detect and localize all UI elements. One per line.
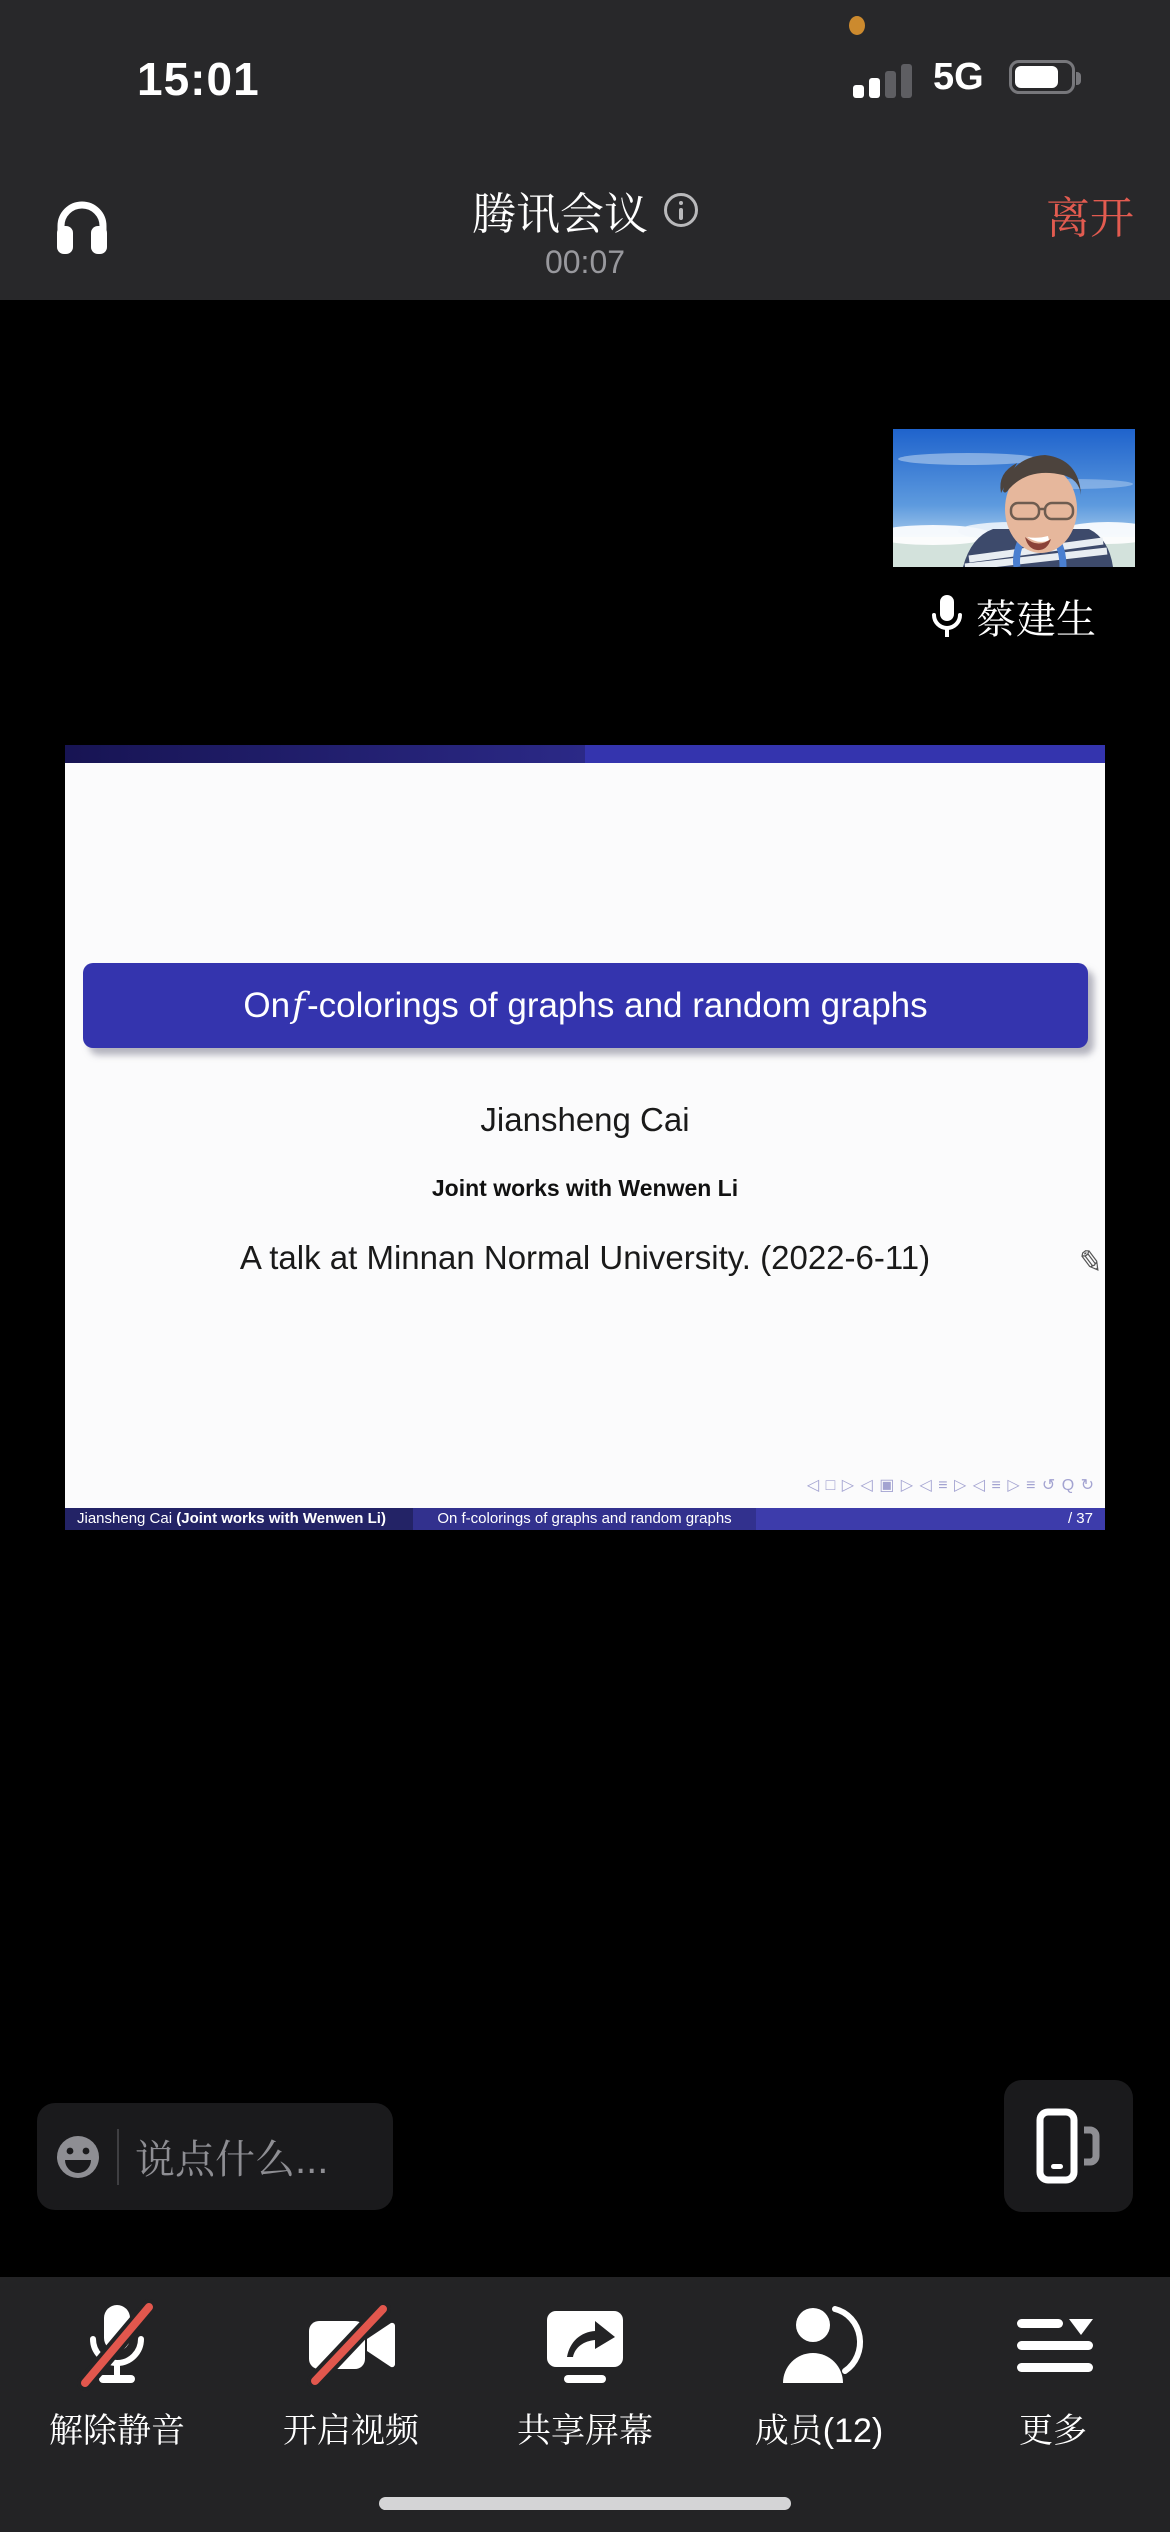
rotate-phone-icon <box>1036 2108 1102 2184</box>
more-button[interactable]: 更多 <box>936 2277 1170 2532</box>
beamer-nav-symbols: ◁ □ ▷ ◁ ▣ ▷ ◁ ≡ ▷ ◁ ≡ ▷ ≡ ↺ Q ↻ <box>806 1477 1095 1494</box>
meeting-title: 腾讯会议 <box>472 190 648 239</box>
network-type: 5G <box>933 56 984 98</box>
chat-input[interactable] <box>37 2103 393 2210</box>
status-time: 15:01 <box>137 53 260 105</box>
annotation-pencil-icon[interactable]: ✎ <box>1075 1244 1106 1281</box>
mic-on-icon <box>932 593 962 641</box>
more-icon <box>1005 2297 1101 2393</box>
footer-title: On f-colorings of graphs and random graphs <box>413 1508 756 1530</box>
share-screen-icon <box>537 2297 633 2393</box>
members-icon <box>771 2297 867 2393</box>
signal-icon <box>853 60 915 98</box>
battery-icon <box>1009 60 1075 94</box>
leave-button[interactable]: 离开 <box>1046 194 1134 243</box>
unmute-button[interactable]: 解除静音 <box>0 2277 234 2532</box>
participant-name: 蔡建生 <box>976 598 1096 642</box>
shared-screen-slide[interactable] <box>65 745 1105 1530</box>
slide-footer <box>65 1508 1105 1530</box>
slide-talk-info: A talk at Minnan Normal University. (2022-6-11) <box>239 1239 931 1276</box>
slide-title-banner: On f -colorings of graphs and random graphs <box>83 963 1088 1048</box>
rotate-screen-button[interactable] <box>1004 2080 1133 2212</box>
slide-joint-work: Joint works with Wenwen Li <box>431 1175 739 1201</box>
meeting-timer: 00:07 <box>544 244 626 280</box>
divider <box>117 2129 119 2185</box>
members-button[interactable]: 成员(12) <box>702 2277 936 2532</box>
mic-muted-icon <box>69 2297 165 2393</box>
bottom-toolbar <box>0 2277 1170 2532</box>
slide-author: Jiansheng Cai <box>480 1101 690 1138</box>
chat-placeholder: 说点什么... <box>135 2138 329 2182</box>
header-area <box>0 0 1170 300</box>
start-video-button[interactable]: 开启视频 <box>234 2277 468 2532</box>
slide-body <box>65 763 1105 1508</box>
emoji-icon[interactable] <box>55 2134 101 2180</box>
mic-active-dot <box>849 16 865 35</box>
participant-name-row <box>893 588 1135 645</box>
info-icon[interactable] <box>664 193 698 227</box>
home-indicator[interactable] <box>379 2497 791 2510</box>
slide-top-bar <box>65 745 1105 763</box>
footer-page-number: / 37 <box>756 1508 1105 1530</box>
share-screen-button[interactable]: 共享屏幕 <box>468 2277 702 2532</box>
participant-video[interactable] <box>893 429 1135 567</box>
camera-muted-icon <box>303 2297 399 2393</box>
footer-author: Jiansheng Cai (Joint works with Wenwen Li) <box>65 1508 413 1530</box>
